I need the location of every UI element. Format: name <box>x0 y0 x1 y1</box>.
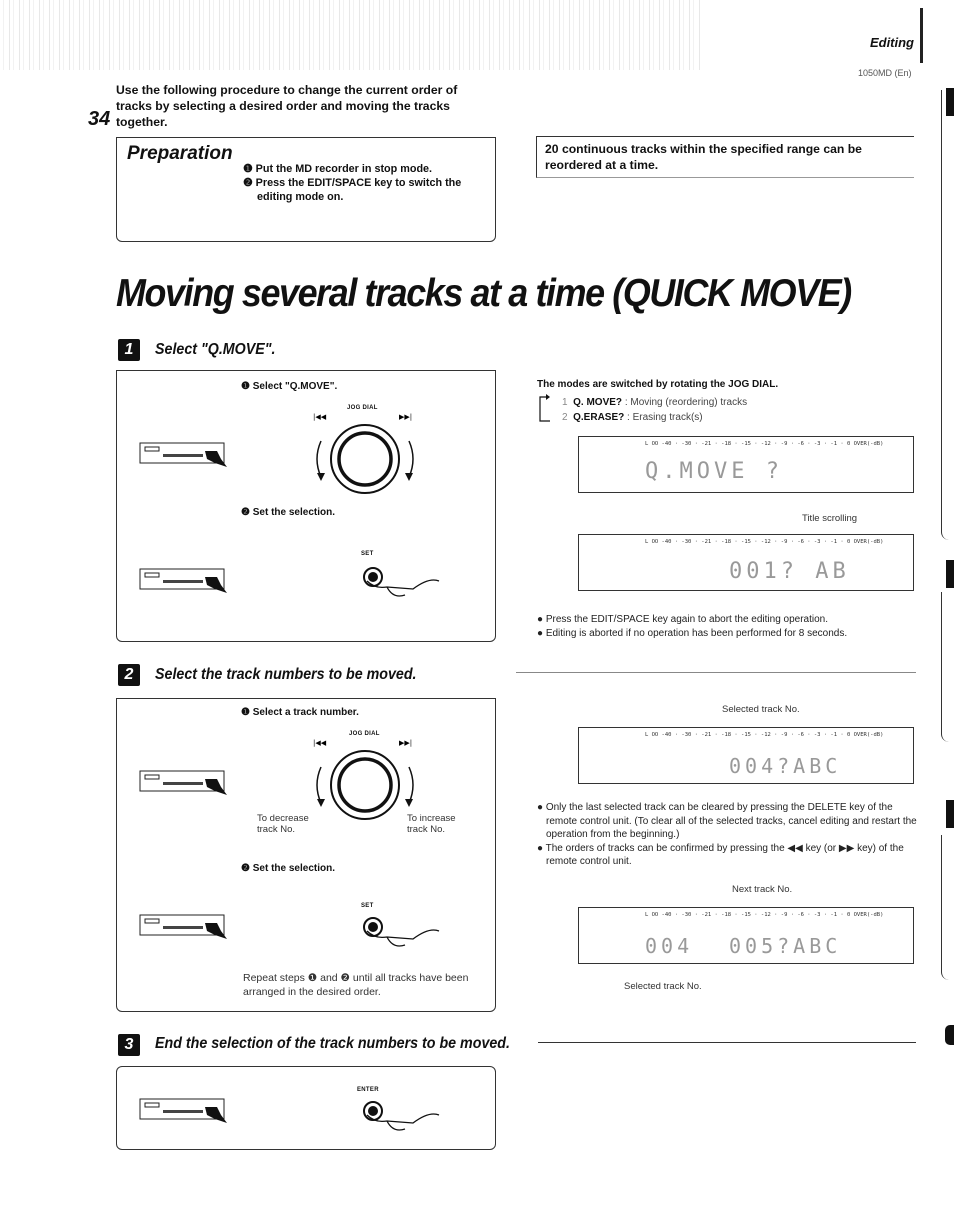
svg-text:▶▶|: ▶▶| <box>399 739 413 747</box>
title-scrolling-label: Title scrolling <box>802 513 858 524</box>
lcd-text-previous: 004 <box>645 934 694 958</box>
main-title: Moving several tracks at a time (QUICK MOVE) <box>116 272 851 315</box>
step-2-title: Select the track numbers to be moved. <box>155 666 417 683</box>
svg-text:▶▶|: ▶▶| <box>399 413 413 421</box>
selected-track-label-2: Selected track No. <box>624 981 702 992</box>
enter-label: ENTER <box>357 1087 379 1093</box>
mode-item: 2 Q.ERASE? : Erasing track(s) <box>562 412 703 423</box>
edge-marker <box>946 800 954 828</box>
note-item: ● Editing is aborted if no operation has been performed for 8 seconds. <box>537 627 848 639</box>
lcd-level-scale: L OO -40 · -30 · -21 · -18 · -15 · -12 · -9 · -6 · -3 · -1 · 0 OVER(-dB) <box>645 441 884 447</box>
divider <box>516 672 916 673</box>
preparation-step: ❷ Press the EDIT/SPACE key to switch the editing mode on. <box>243 177 462 203</box>
preparation-step: ❶ Put the MD recorder in stop mode. <box>243 163 433 175</box>
step-3-title: End the selection of the track numbers to be moved. <box>155 1035 510 1052</box>
step-2-notes <box>537 801 917 869</box>
step-3-box <box>116 1066 496 1150</box>
step-1-sub1: ❶ Select "Q.MOVE". <box>241 381 338 392</box>
jog-dial-label: JOG DIAL <box>347 405 378 411</box>
step-2-sub1: ❶ Select a track number. <box>241 707 359 718</box>
divider <box>538 1042 916 1043</box>
scan-noise <box>0 0 700 70</box>
jog-dial-icon <box>307 411 427 501</box>
modes-list <box>562 395 747 425</box>
lcd-text: 001? AB <box>729 559 850 584</box>
lcd-text: 004?ABC <box>729 754 842 778</box>
mode-item: 1 Q. MOVE? : Moving (reordering) tracks <box>562 397 748 408</box>
edge-tab <box>941 835 954 980</box>
step-1-title: Select "Q.MOVE". <box>155 341 276 358</box>
step-2-sub2: ❷ Set the selection. <box>241 863 335 874</box>
lcd-display-selected <box>578 727 914 784</box>
lcd-display-track <box>578 534 914 591</box>
section-label: Editing <box>869 35 914 50</box>
notice: 20 continuous tracks within the specified range can be reordered at a time. <box>536 136 914 178</box>
lcd-level-scale: L OO -40 · -30 · -21 · -18 · -15 · -12 · -9 · -6 · -3 · -1 · 0 OVER(-dB) <box>645 912 884 918</box>
svg-text:|◀◀: |◀◀ <box>313 413 327 421</box>
lcd-text: Q.MOVE ? <box>645 459 783 484</box>
edge-marker <box>945 1025 954 1045</box>
set-button-press-icon <box>353 909 443 959</box>
step-1-sub2: ❷ Set the selection. <box>241 507 335 518</box>
intro-text: Use the following procedure to change the current order of tracks by selecting a desired order and moving the tracks together. <box>116 83 458 129</box>
note-item: ● The orders of tracks can be confirmed by pressing the ◀◀ key (or ▶▶ key) of the remote control unit. <box>537 842 904 867</box>
svg-text:|◀◀: |◀◀ <box>313 739 327 747</box>
lcd-level-scale: L OO -40 · -30 · -21 · -18 · -15 · -12 · -9 · -6 · -3 · -1 · 0 OVER(-dB) <box>645 732 884 738</box>
md-recorder-icon <box>139 439 231 469</box>
modes-heading: The modes are switched by rotating the JOG DIAL. <box>537 379 779 390</box>
step-2-badge: 2 <box>118 664 140 686</box>
step-1-badge: 1 <box>118 339 140 361</box>
step-3-badge: 3 <box>118 1034 140 1056</box>
note-item: ● Press the EDIT/SPACE key again to abort the editing operation. <box>537 614 829 625</box>
mode-cycle-bracket <box>536 393 552 425</box>
lcd-display-next <box>578 907 914 964</box>
md-recorder-icon <box>139 911 231 941</box>
page-number: 34 <box>88 108 111 130</box>
lcd-display-qmove <box>578 436 914 493</box>
edge-marker <box>946 88 954 116</box>
enter-button-press-icon <box>353 1093 443 1143</box>
jog-dial-label: JOG DIAL <box>349 731 380 737</box>
set-label: SET <box>361 903 374 909</box>
note-item: ● Only the last selected track can be cleared by pressing the DELETE key of the remote control unit. (To clear all of the selected tracks, cancel editing and restart the operation from the beginning.) <box>537 802 917 840</box>
increase-label: To increase track No. <box>407 813 456 835</box>
model-code: 1050MD (En) <box>858 68 912 78</box>
decrease-label: To decrease track No. <box>257 813 309 835</box>
selected-track-label: Selected track No. <box>722 704 800 715</box>
md-recorder-icon <box>139 767 231 797</box>
header-bar <box>920 8 923 63</box>
edge-marker <box>946 560 954 588</box>
step-1-box <box>116 370 496 642</box>
preparation-box <box>116 137 496 242</box>
set-button-press-icon <box>353 559 443 609</box>
lcd-level-scale: L OO -40 · -30 · -21 · -18 · -15 · -12 · -9 · -6 · -3 · -1 · 0 OVER(-dB) <box>645 539 884 545</box>
set-label: SET <box>361 551 374 557</box>
edge-tab <box>941 90 954 540</box>
step-1-notes <box>537 613 917 640</box>
preparation-steps <box>243 162 487 204</box>
repeat-note: Repeat steps ❶ and ❷ until all tracks have been arranged in the desired order. <box>243 972 469 998</box>
edge-tab <box>941 592 954 742</box>
md-recorder-icon <box>139 1095 231 1125</box>
step-2-box <box>116 698 496 1012</box>
next-track-label: Next track No. <box>732 884 793 895</box>
preparation-title: Preparation <box>127 143 233 164</box>
md-recorder-icon <box>139 565 231 595</box>
lcd-text-current: 005?ABC <box>729 934 842 958</box>
